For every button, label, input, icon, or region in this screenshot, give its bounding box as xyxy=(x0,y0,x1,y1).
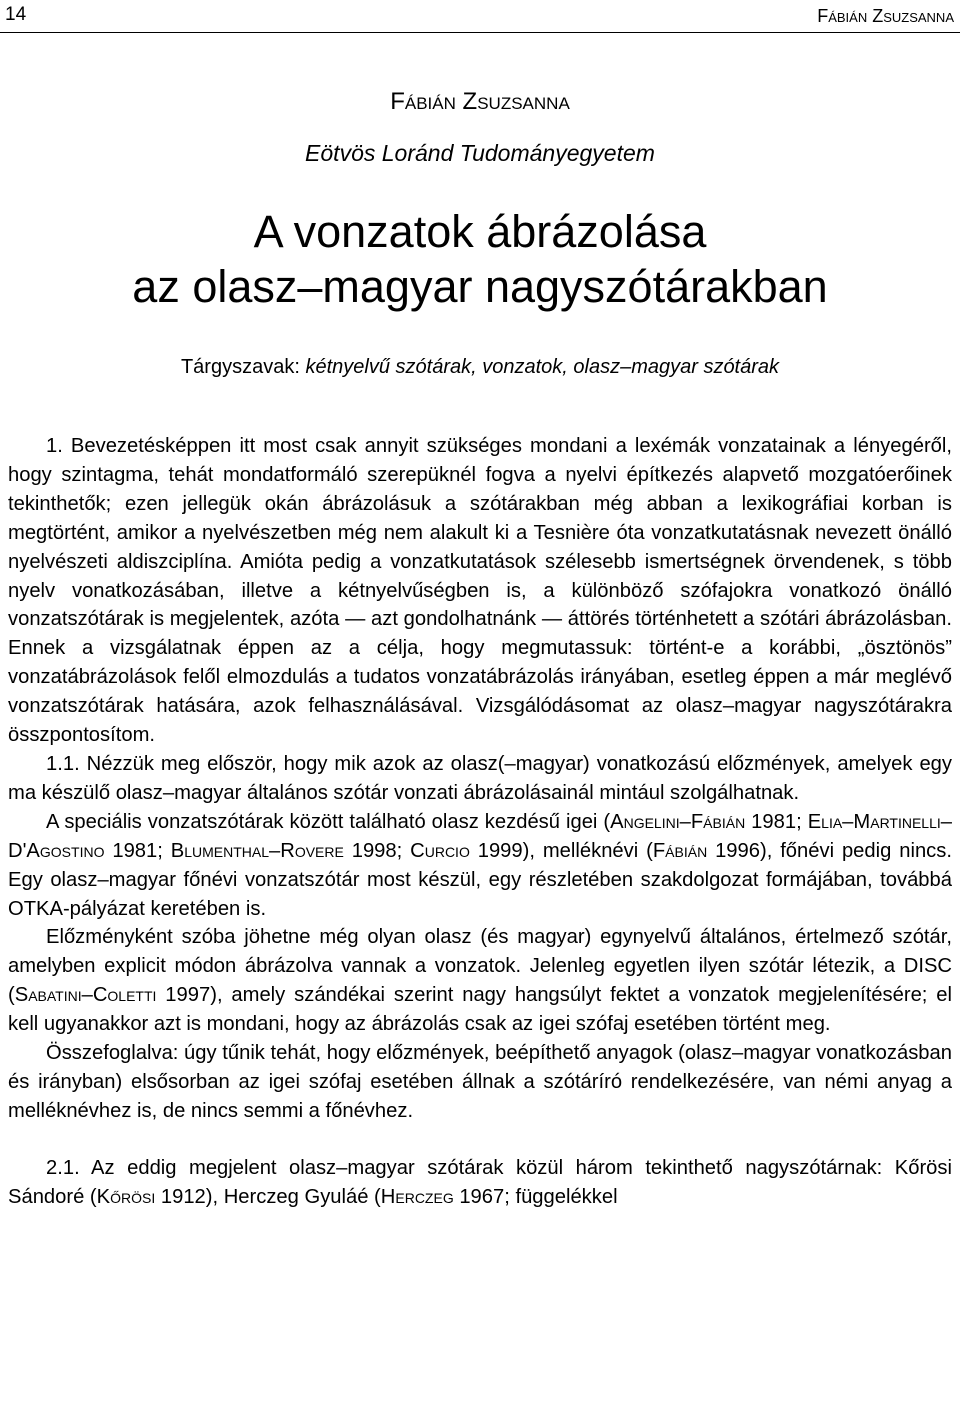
keywords-label: Tárgyszavak: xyxy=(180,356,300,378)
cited-name: Blumenthal–Rovere xyxy=(170,839,344,862)
paragraph-3 xyxy=(8,808,952,924)
text: 1998; xyxy=(343,839,411,862)
text: A speciális vonzatszótárak között található olasz kezdésű igei ( xyxy=(46,810,611,833)
text: Előzményként szóba jöhetne még olyan olasz (és magyar) egynyelvű általános, értelmező szótár, amelyben explicit módon ábrázolva vannak a vonzatok. Jelenleg egyetlen ilyen szótár létezik, a DISC ( xyxy=(8,926,952,1007)
cited-name: Angelini–Fábián xyxy=(610,810,746,833)
paragraph-5: Összefoglalva: úgy tűnik tehát, hogy előzmények, beépíthető anyagok (olasz–magyar vonatkozásban és irányban) elsősorban az igei szófaj esetében állnak a szótáríró rendelkezésére, van némi anyag a melléknévhez is, de nincs semmi a főnévhez. xyxy=(8,1042,952,1122)
cited-name: Elia–Martinelli–D'Agostino xyxy=(8,810,952,862)
title-line-1: A vonzatok ábrázolása xyxy=(253,206,707,257)
text: 2.1. Az eddig megjelent olasz–magyar szótárak közül három tekinthető nagyszótárnak: Kőrösi Sándoré ( xyxy=(8,1156,952,1208)
text: 1997), amely szándékai szerint nagy hangsúlyt fektet a vonzatok megjelenítésére; el kell ugyanakkor azt is mondani, hogy az ábrázolás csak az igei szófaj esetében történt meg. xyxy=(8,984,952,1036)
text: 1981; xyxy=(104,839,171,862)
article-title xyxy=(0,204,960,314)
paragraph-4 xyxy=(8,923,952,1039)
page-number: 14 xyxy=(5,4,27,25)
article-body xyxy=(8,432,952,1212)
running-head: Fábián Zsuzsanna xyxy=(817,6,954,26)
keywords xyxy=(0,356,960,379)
text: 1967; függelékkel xyxy=(453,1185,618,1208)
paragraph-6 xyxy=(8,1154,952,1212)
text: 1999), melléknévi ( xyxy=(469,839,653,862)
cited-name: Herczeg xyxy=(380,1185,454,1208)
paragraph-1: 1. Bevezetésképpen itt most csak annyit szükséges mondani a lexémák vonzatainak a lényegéről, hogy szintagma, tehát mondatformáló szerepüknél fogva a nyelvi építkezés alapvető mozgatóerőinek tekinthetők; ezen jellegük okán ábrázolásuk a szótárakban még abban a lexikográfiai korban is megtörtént, amikor a nyelvészetben még nem alakult ki a Tesnière óta vonzatkutatásnak nevezett önálló nyelvészeti aldiszciplína. Amióta pedig a vonzatkutatások szélesebb ismertségnek örvendenek, s több nyelv vonatkozásában, illetve a kétnyelvűségben is, a különböző szófajokra vonatkozó önálló vonzatszótárak is megjelentek, azóta — azt gondolhatnánk — áttörés történhetett a szótári ábrázolásban. Ennek a vizsgálatnak éppen az a célja, hogy megmutassuk: történt-e a korábbi, „ösztönös” vonzatábrázolások felől elmozdulás a tudatos vonzatábrázolás irányában, esetleg éppen a már meglévő vonzatszótárak hatására, azok felhasználásával. Vizsgálódásomat az olasz–magyar nagyszótárakra összpontosítom. xyxy=(8,435,952,747)
cited-name: Curcio xyxy=(410,839,470,862)
page-header xyxy=(0,0,960,33)
paragraph-2: 1.1. Nézzük meg először, hogy mik azok az olasz(–magyar) vonatkozású előzmények, amelyek egy ma készülő olasz–magyar általános szótár vonzati ábrázolásainál mintául szolgálhatnak. xyxy=(8,752,952,804)
text: 1981; xyxy=(745,810,808,833)
cited-name: Fábián xyxy=(652,839,708,862)
text: 1996), főnévi pedig nincs. Egy olasz–magyar főnévi vonzatszótár most készül, egy részletében szakdolgozat formájában, továbbá OTKA-pályázat keretében is. xyxy=(8,839,952,920)
cited-name: Sabatini–Coletti xyxy=(14,984,157,1007)
affiliation: Eötvös Loránd Tudományegyetem xyxy=(305,140,655,166)
text: 1912), Herczeg Gyuláé ( xyxy=(155,1185,381,1208)
title-line-2: az olasz–magyar nagyszótárakban xyxy=(132,261,828,312)
cited-name: Kőrösi xyxy=(96,1185,156,1208)
keywords-list: kétnyelvű szótárak, vonzatok, olasz–magyar szótárak xyxy=(305,356,780,378)
author-name: Fábián Zsuzsanna xyxy=(390,88,570,115)
